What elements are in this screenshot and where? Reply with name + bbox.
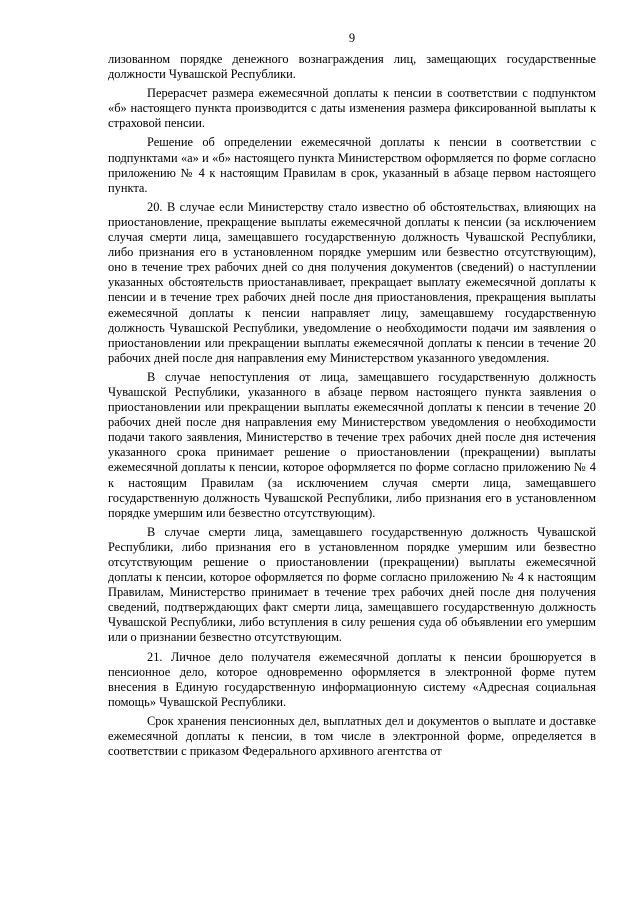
paragraph-death-case: В случае смерти лица, замещавшего государственную должность Чувашской Республики, либо признания его в установленном порядке умершим или безвестно отсутствующим решение о приостановлении (прекращении) выплаты ежемесячной доплаты к пенсии, которое оформляется по форме согласно приложению № 4 к настоящим Правилам, Министерство принимает в течение трех рабочих дней после дня получения сведений, подтверждающих факт смерти лица, замещавшего государственную должность Чувашской Республики, либо вступления в силу решения суда об объявлении его умершим или о признании безвестно отсутствующим. xyxy=(108,524,596,645)
paragraph-decision: Решение об определении ежемесячной доплаты к пенсии в соответствии с подпунктами «а» и «б» настоящего пункта Министерством оформляется по форме согласно приложению № 4 к настоящим Правилам в срок, указанный в абзаце первом настоящего пункта. xyxy=(108,135,596,195)
paragraph-item-20: 20. В случае если Министерству стало известно об обстоятельствах, влияющих на приостановление, прекращение выплаты ежемесячной доплаты к пенсии (за исключением случая смерти лица, замещавшего государственную должность Чувашской Республики, либо признания его в установленном порядке умершим или безвестно отсутствующим), оно в течение трех рабочих дней со дня получения документов (сведений) о наступлении указанных обстоятельств приостанавливает, прекращает выплату ежемесячной доплаты к пенсии и в течение трех рабочих дней после дня приостановления, прекращения выплаты ежемесячной доплаты к пенсии направляет лицу, замещавшему государственную должность Чувашской Республики, уведомление о необходимости подачи им заявления о приостановлении или прекращении выплаты ежемесячной доплаты к пенсии в течение 20 рабочих дней после дня направления ему Министерством указанного уведомления. xyxy=(108,199,596,365)
paragraph-storage-term: Срок хранения пенсионных дел, выплатных дел и документов о выплате и доставке ежемесячной доплаты к пенсии, в том числе в электронной форме, определяется в соответствии с приказом Федерального архивного агентства от xyxy=(108,713,596,759)
paragraph-non-receipt: В случае непоступления от лица, замещавшего государственную должность Чувашской Республики, указанного в абзаце первом настоящего пункта заявления о приостановлении или прекращении выплаты ежемесячной доплаты к пенсии в течение 20 рабочих дней после дня направления ему Министерством уведомления о необходимости подачи такого заявления, Министерство в течение трех рабочих дней после дня истечения указанного срока принимает решение о приостановлении (прекращении) выплаты ежемесячной доплаты к пенсии, которое оформляется по форме согласно приложению № 4 к настоящим Правилам (за исключением случая смерти лица, замещавшего государственную должность Чувашской Республики, либо признания его в установленном порядке умершим или безвестно отсутствующим). xyxy=(108,369,596,520)
paragraph-item-21: 21. Личное дело получателя ежемесячной доплаты к пенсии брошюруется в пенсионное дело, которое одновременно оформляется в электронной форме путем внесения в Единую государственную информационную систему «Адресная социальная помощь» Чувашской Республики. xyxy=(108,649,596,709)
page-number: 9 xyxy=(348,31,356,45)
paragraph-continuation: лизованном порядке денежного вознаграждения лиц, замещающих государственные должности Чувашской Республики. xyxy=(108,52,596,82)
document-page xyxy=(108,30,596,759)
paragraph-recalculation: Перерасчет размера ежемесячной доплаты к пенсии в соответствии с подпунктом «б» настоящего пункта производится с даты изменения размера фиксированной выплаты к страховой пенсии. xyxy=(108,86,596,131)
